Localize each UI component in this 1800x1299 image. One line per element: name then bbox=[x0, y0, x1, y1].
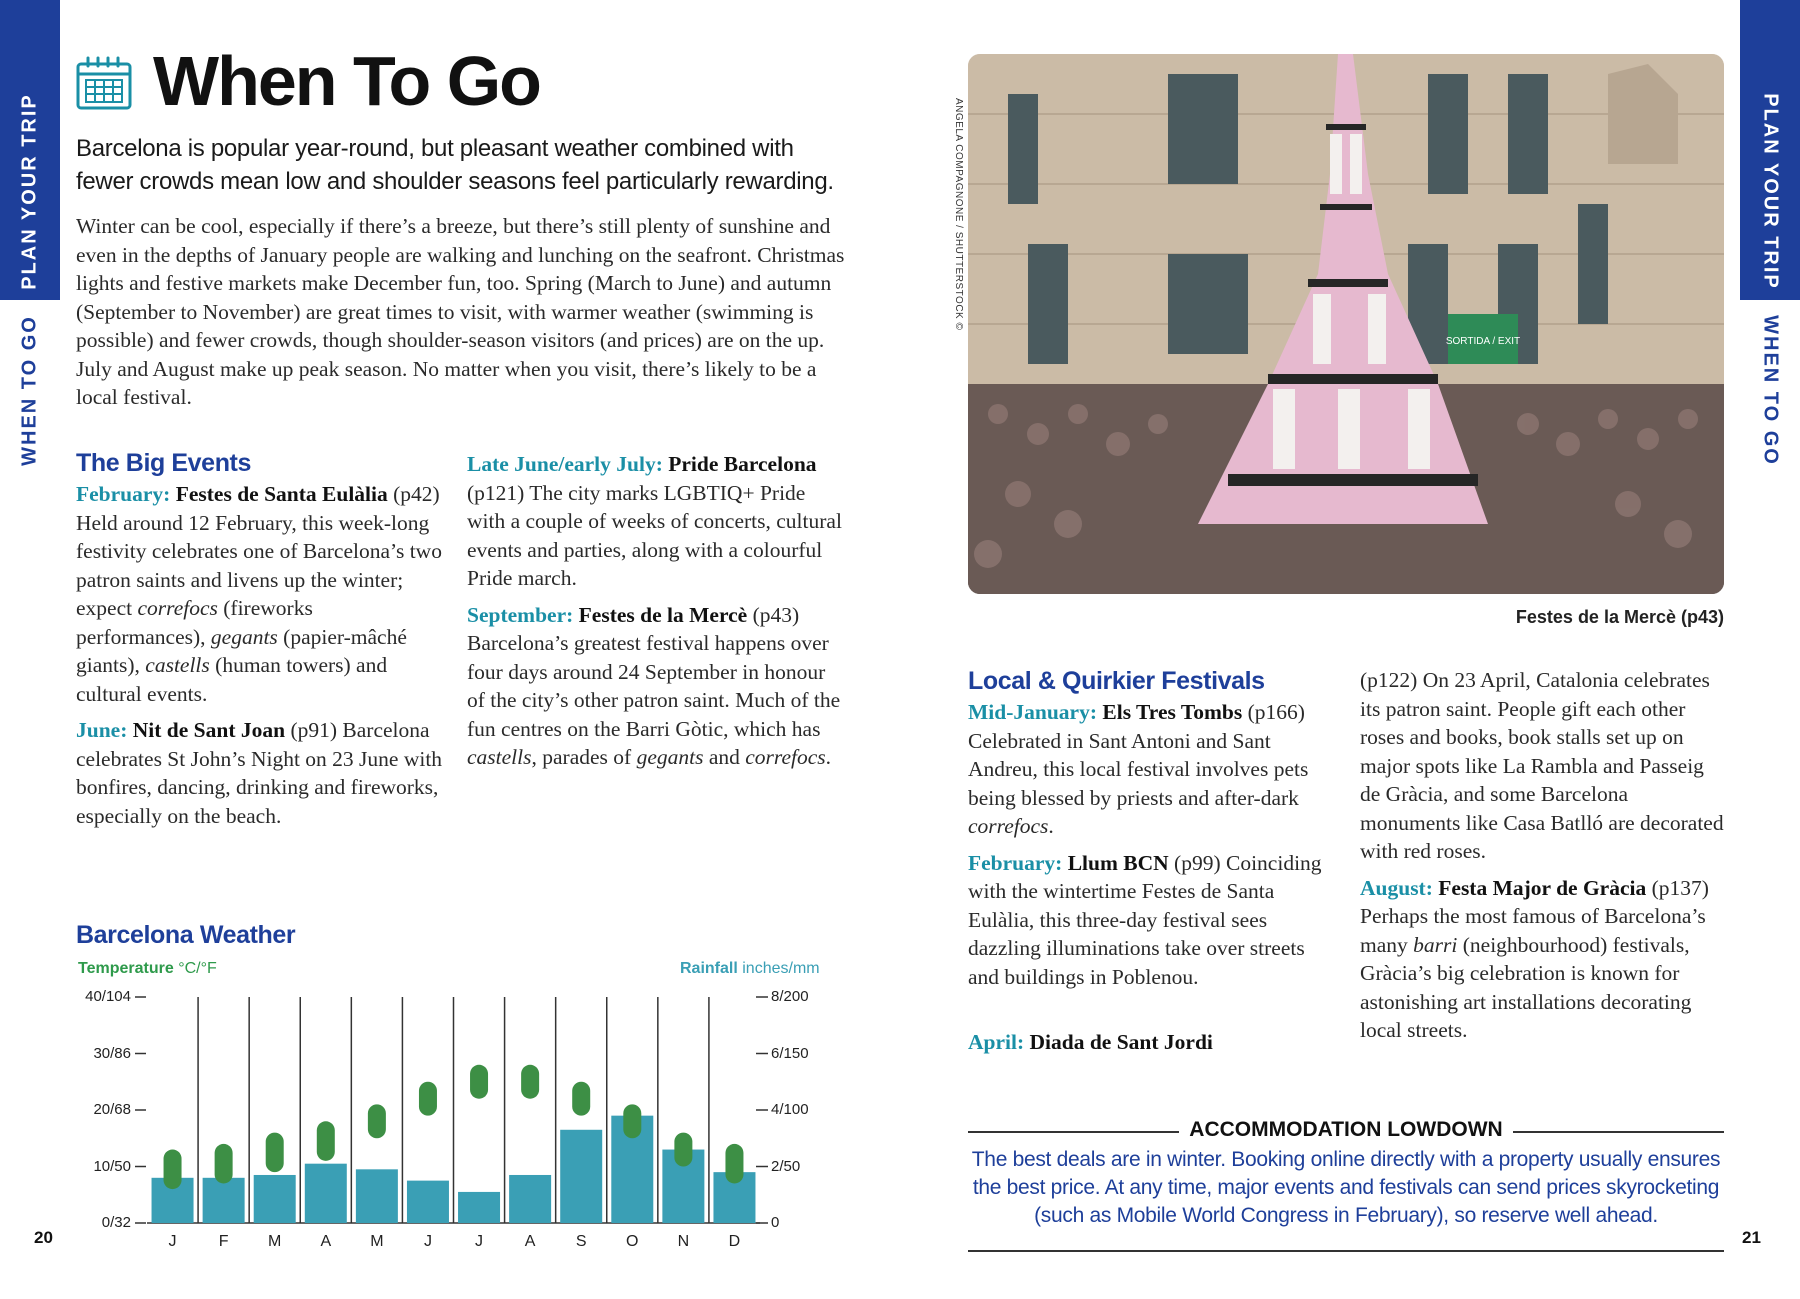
event-when: Mid-January: bbox=[968, 700, 1097, 724]
temperature-range bbox=[368, 1104, 386, 1138]
event-text: (p122) On 23 April, Catalonia celebrates its patron saint. People gift each other roses and books, book stalls set up on major spots like La Rambla and Passeig de Gràcia, and some Barcelona monuments like Casa Batlló are decorated with red roses. bbox=[1360, 668, 1724, 863]
event-text: (p121) The city marks LGBTIQ+ Pride with a couple of weeks of concerts, cultural events and parties, along with a colourful Pride march. bbox=[467, 480, 842, 590]
local-festivals-right-column bbox=[1360, 666, 1725, 1053]
event-mid-january bbox=[968, 698, 1338, 841]
rainfall-unit: inches/mm bbox=[742, 960, 820, 977]
event-text: (human towers) and cultural events. bbox=[76, 653, 388, 706]
left-tick-label: 20/68 bbox=[93, 1101, 131, 1118]
rainfall-bar bbox=[509, 1175, 551, 1223]
month-label: F bbox=[218, 1233, 229, 1250]
event-text: (fireworks performances), bbox=[76, 596, 313, 649]
event-text: . bbox=[825, 745, 832, 769]
event-text: (p166) Celebrated in Sant Antoni and Sant Andreu, this local festival involves pets being blessed by priests and after-dark bbox=[968, 700, 1309, 810]
month-label: S bbox=[575, 1233, 587, 1250]
month-label: A bbox=[320, 1233, 332, 1250]
event-term: barri bbox=[1413, 932, 1458, 957]
temperature-unit: °C/°F bbox=[178, 960, 217, 977]
page-number-left: 20 bbox=[34, 1228, 53, 1247]
event-term: castells bbox=[145, 653, 210, 677]
event-term: correfocs bbox=[968, 814, 1049, 838]
event-text: (p43) Barcelona’s greatest festival happens over four days around 24 September in honour of the city’s other patron saint. Much of the fun centres on the Barri Gòtic, which has bbox=[467, 602, 841, 741]
temperature-label: Temperature bbox=[78, 960, 174, 977]
rainfall-label: Rainfall bbox=[680, 960, 738, 977]
temperature-range bbox=[674, 1133, 692, 1167]
event-when: February: bbox=[76, 482, 171, 506]
right-tab-plan-your-trip: PLAN YOUR TRIP bbox=[1759, 93, 1782, 290]
left-tick-label: 10/50 bbox=[93, 1157, 131, 1175]
local-festivals-left-column bbox=[968, 666, 1338, 999]
month-label: D bbox=[728, 1233, 741, 1250]
rainfall-bar bbox=[203, 1178, 245, 1223]
photo-caption: Festes de la Mercè (p43) bbox=[1515, 607, 1724, 627]
event-llum-bcn bbox=[968, 849, 1338, 992]
rainfall-bar bbox=[305, 1164, 347, 1223]
event-when: Late June/early July: bbox=[467, 452, 663, 476]
rainfall-bar bbox=[254, 1175, 296, 1223]
photo-credit-text: ANGELA COMPAGNONE / SHUTTERSTOCK © bbox=[953, 98, 964, 331]
accommodation-bottom-rule bbox=[968, 1250, 1724, 1252]
event-name: Nit de Sant Joan bbox=[132, 718, 286, 742]
event-term: gegants bbox=[210, 624, 278, 649]
temperature-range bbox=[623, 1104, 641, 1138]
event-name: Festa Major de Gràcia bbox=[1438, 875, 1647, 900]
left-tab-plan-your-trip: PLAN YOUR TRIP bbox=[18, 93, 41, 290]
right-tick-label: 6/150 bbox=[771, 1044, 809, 1062]
big-events-heading: The Big Events bbox=[76, 449, 251, 477]
month-label: J bbox=[168, 1233, 177, 1250]
temperature-range bbox=[164, 1150, 182, 1190]
event-name: Festes de Santa Eulàlia bbox=[175, 482, 388, 506]
event-when: June: bbox=[76, 718, 128, 742]
event-when: February: bbox=[968, 850, 1063, 875]
event-august bbox=[1360, 874, 1725, 1045]
month-label: J bbox=[475, 1233, 484, 1250]
event-name: Llum BCN bbox=[1067, 850, 1169, 875]
left-tick-label: 40/104 bbox=[85, 988, 131, 1005]
event-april bbox=[1360, 666, 1725, 866]
event-text: (p99) Coinciding with the wintertime Festes de Santa Eulàlia, this three-day festival sees dazzling illuminations take over streets and buildings in Poblenou. bbox=[968, 850, 1322, 989]
right-tick-label: 0 bbox=[771, 1214, 780, 1231]
event-when: September: bbox=[467, 602, 574, 627]
event-text: (neighbourhood) festivals, Gràcia’s big celebration is known for astonishing art installations decorating local streets. bbox=[1360, 932, 1692, 1042]
page-title: When To Go bbox=[153, 42, 540, 120]
temperature-range bbox=[725, 1144, 743, 1184]
photo-credit bbox=[952, 98, 966, 331]
event-when: August: bbox=[1360, 875, 1433, 900]
event-text: and bbox=[703, 745, 746, 769]
month-label: A bbox=[524, 1233, 536, 1250]
right-tab-when-to-go: WHEN TO GO bbox=[1759, 315, 1782, 466]
event-april-start bbox=[968, 1028, 1338, 1057]
event-when: April: bbox=[968, 1030, 1025, 1054]
event-term: castells bbox=[467, 745, 532, 769]
accommodation-text: The best deals are in winter. Booking online directly with a property usually ensures the best price. At any time, major events and festivals can send prices skyrocketing (such as Mobile World Congress in February), so reserve well ahead. bbox=[971, 1148, 1721, 1227]
accommodation-title-text: ACCOMMODATION LOWDOWN bbox=[1179, 1118, 1512, 1141]
temperature-range bbox=[215, 1144, 233, 1184]
right-tick-label: 4/100 bbox=[771, 1101, 809, 1118]
month-label: N bbox=[677, 1233, 690, 1250]
accommodation-title bbox=[968, 1118, 1724, 1142]
event-name: Diada de Sant Jordi bbox=[1029, 1030, 1213, 1054]
event-term: correfocs bbox=[137, 596, 218, 620]
month-label: M bbox=[370, 1233, 384, 1250]
temperature-range bbox=[470, 1065, 488, 1099]
lede-paragraph: Barcelona is popular year-round, but pleasant weather combined with fewer crowds mean low and shoulder seasons feel particularly rewarding. bbox=[76, 135, 834, 195]
month-label: M bbox=[268, 1233, 282, 1250]
event-text: (p91) Barcelona celebrates St John’s Night on 23 June with bonfires, dancing, drinking and fireworks, especially on the beach. bbox=[76, 718, 443, 828]
page-number-right: 21 bbox=[1742, 1228, 1761, 1247]
temperature-range bbox=[419, 1082, 437, 1116]
event-name: Festes de la Mercè bbox=[578, 602, 748, 627]
event-text: . bbox=[1048, 814, 1054, 838]
temperature-range bbox=[572, 1082, 590, 1116]
intro-paragraph: Winter can be cool, especially if there’s a breeze, but there’s still plenty of sunshine and even in the depths of January people are walking and lunching on the seafront. Christmas lights and festive markets make December fun, too. Spring (March to June) and autumn (September to November) are great times to visit, with warmer weather (swimming is possible) and fewer crowds, though shoulder-season visitors (and prices) are on the up. July and August make up peak season. No matter when you visit, there’s likely to be a local festival. bbox=[76, 214, 845, 409]
rainfall-bar bbox=[560, 1130, 602, 1223]
temperature-range bbox=[266, 1133, 284, 1173]
month-label: J bbox=[423, 1233, 432, 1250]
left-tick-label: 0/32 bbox=[101, 1214, 131, 1231]
right-tick-label: 2/50 bbox=[771, 1157, 801, 1175]
event-term: gegants bbox=[636, 745, 704, 769]
festival-photo bbox=[968, 54, 1724, 594]
event-text: , parades of bbox=[531, 745, 637, 769]
rainfall-bar bbox=[356, 1169, 398, 1223]
month-label: O bbox=[626, 1233, 639, 1250]
event-name: Pride Barcelona bbox=[668, 452, 817, 476]
event-text: (p42) Held around 12 February, this week-long festivity celebrates one of Barcelona’s two patron saints and livens up the winter; expect bbox=[76, 482, 442, 620]
event-term: correfocs bbox=[745, 745, 826, 769]
left-tab-when-to-go: WHEN TO GO bbox=[18, 315, 41, 466]
temperature-range bbox=[521, 1065, 539, 1099]
rainfall-bar bbox=[458, 1192, 500, 1223]
weather-heading: Barcelona Weather bbox=[76, 921, 296, 949]
event-name: Els Tres Tombs bbox=[1102, 700, 1243, 724]
left-tick-label: 30/86 bbox=[93, 1044, 131, 1062]
local-festivals-heading: Local & Quirkier Festivals bbox=[968, 667, 1265, 695]
exit-sign-text: SORTIDA / EXIT bbox=[1445, 336, 1521, 347]
rainfall-bar bbox=[407, 1181, 449, 1223]
event-text: (p137) Perhaps the most famous of Barcelona’s many bbox=[1360, 875, 1709, 957]
event-text: (papier-mâché giants), bbox=[76, 624, 407, 677]
castells-illustration bbox=[968, 54, 1724, 594]
right-tick-label: 8/200 bbox=[771, 988, 809, 1005]
temperature-range bbox=[317, 1121, 335, 1161]
